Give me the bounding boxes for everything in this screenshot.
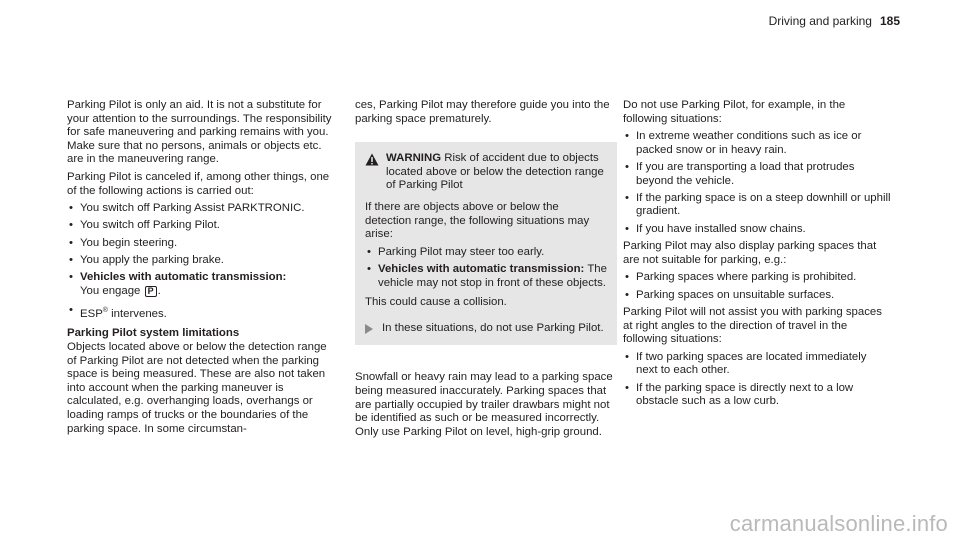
- auto-transmission-text: You engage: [80, 284, 141, 297]
- warning-note: [365, 322, 607, 336]
- registered-mark: ®: [102, 307, 108, 315]
- auto-transmission-text: The vehicle may not stop in front of these objects.: [378, 262, 607, 289]
- esp-rest: intervenes.: [107, 307, 167, 320]
- warning-note-text: In these situations, do not use Parking Pilot.: [382, 321, 604, 334]
- list-item: [365, 263, 607, 290]
- section-title: Driving and parking: [768, 14, 872, 28]
- warning-label: WARNING: [386, 152, 442, 165]
- continuation-paragraph: ces, Parking Pilot may therefore guide you into the parking space prematurely.: [355, 99, 610, 125]
- list-item: [67, 304, 332, 321]
- section-heading: Parking Pilot system limitations: [67, 327, 240, 340]
- play-arrow-icon: [365, 324, 373, 334]
- list-item: • If you have installed snow chains.: [623, 223, 891, 237]
- list-item: • Parking Pilot may steer too early.: [365, 246, 607, 260]
- warning-title: Risk of accident due to objects located above or below the detection range of Parking Pilot: [386, 152, 604, 192]
- right-angle-paragraph: Parking Pilot will not assist you with parking spaces at right angles to the direction of travel in the following situations:: [623, 306, 882, 346]
- warning-box: [355, 142, 617, 345]
- cancel-list: [67, 202, 332, 321]
- cancel-paragraph: Parking Pilot is canceled if, among other things, one of the following actions is carried out:: [67, 170, 330, 197]
- list-item: • If two parking spaces are located immediately next to each other.: [623, 351, 891, 378]
- column-left: [67, 99, 332, 440]
- list-item: • In extreme weather conditions such as ice or packed snow or in heavy rain.: [623, 130, 891, 157]
- limitations-paragraph: Objects located above or below the detection range of Parking Pilot are not detected when the parking space is being measured. These are also not taken into account when the parking maneuver is calculated, e.g. overhanging loads, overhangs or loading ramps of trucks or the boundaries of the parking space. In some circumstan-: [67, 341, 327, 435]
- list-item: • You apply the parking brake.: [67, 254, 332, 268]
- do-not-use-paragraph: Do not use Parking Pilot, for example, in the following situations:: [623, 99, 846, 125]
- list-item: [67, 271, 332, 298]
- list-item: • If the parking space is on a steep downhill or uphill gradient.: [623, 192, 891, 219]
- list-item: • If you are transporting a load that protrudes beyond the vehicle.: [623, 161, 891, 188]
- list-item: • Parking spaces where parking is prohibited.: [623, 271, 891, 285]
- esp-label: ESP: [80, 307, 103, 320]
- snowfall-paragraph: Snowfall or heavy rain may lead to a parking space being measured inaccurately. Parking spaces that are partially occupied by trailer drawbars might not be identified as such or be measured incorrectly. Only use Parking Pilot on level, high-grip ground.: [355, 371, 613, 438]
- do-not-use-list: [623, 130, 891, 236]
- period: .: [157, 284, 161, 297]
- list-item: • You begin steering.: [67, 237, 332, 251]
- unsuitable-paragraph: Parking Pilot may also display parking spaces that are not suitable for parking, e.g.:: [623, 240, 877, 266]
- auto-transmission-label: Vehicles with automatic transmission:: [80, 270, 287, 283]
- warning-consequence: This could cause a collision.: [365, 296, 507, 309]
- warning-title-block: [386, 152, 607, 193]
- right-angle-list: [623, 351, 891, 409]
- list-item: • You switch off Parking Assist PARKTRONIC.: [67, 202, 332, 216]
- park-position-key-icon: P: [145, 286, 157, 297]
- warning-header: [365, 152, 607, 193]
- column-middle: [355, 99, 617, 443]
- running-header: [769, 15, 900, 29]
- auto-transmission-label: Vehicles with automatic transmission:: [378, 262, 585, 275]
- unsuitable-list: [623, 271, 891, 302]
- warning-list: [365, 246, 607, 290]
- warning-intro: If there are objects above or below the detection range, the following situations may arise:: [365, 200, 590, 241]
- watermark: carmanualsonline.info: [729, 511, 948, 536]
- warning-triangle-icon: [365, 153, 379, 166]
- list-item: • If the parking space is directly next to a low obstacle such as a low curb.: [623, 382, 891, 409]
- list-item: • Parking spaces on unsuitable surfaces.: [623, 289, 891, 303]
- intro-paragraph: Parking Pilot is only an aid. It is not a substitute for your attention to the surroundings. The responsibility for safe maneuvering and parking remains with you. Make sure that no persons, animals or objects etc. are in the maneuvering range.: [67, 99, 332, 166]
- list-item: • You switch off Parking Pilot.: [67, 219, 332, 233]
- page-number: 185: [879, 14, 900, 28]
- column-right: [623, 99, 891, 413]
